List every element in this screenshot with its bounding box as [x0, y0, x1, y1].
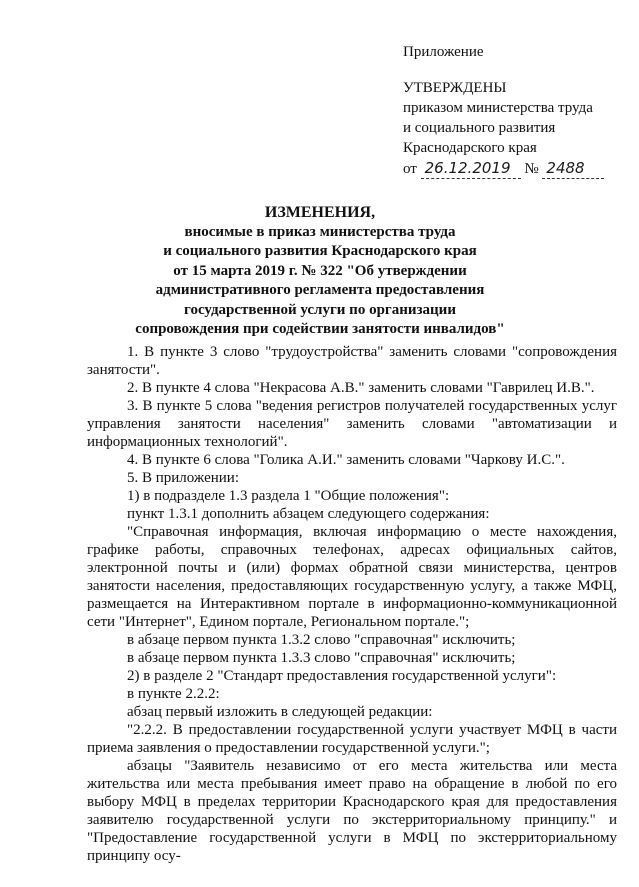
document-body [87, 343, 617, 865]
body-paragraph: "2.2.2. В предоставлении государственной услуги участвует МФЦ в части приема заявления о предоставлении государственной услуги."; [87, 722, 617, 756]
body-paragraph: абзац первый изложить в следующей редакции: [127, 704, 433, 720]
body-paragraph: 2) в разделе 2 "Стандарт предоставления государственной услуги": [127, 668, 557, 684]
order-line-1: приказом министерства труда [403, 100, 593, 116]
body-paragraph: "Справочная информация, включая информацию о месте нахождения, графике работы, справочных телефонах, адресах официальных сайтов, электронной почты и (или) формах обратной связи министерства, центров занятости населения, предоставляющих государственную услугу, а также МФЦ, размещается на Интерактивном портале в информационно-коммуникационной сети "Интернет", Едином портале, Региональном портале."; [87, 524, 617, 630]
order-line-3: Краснодарского края [403, 140, 537, 156]
body-paragraph: в абзаце первом пункта 1.3.3 слово "справочная" исключить; [127, 650, 516, 666]
title-line: и социального развития Краснодарского края [163, 243, 477, 259]
title-line: от 15 марта 2019 г. № 322 "Об утверждении [173, 262, 467, 279]
handwritten-number: 2488 [542, 158, 604, 179]
handwritten-date: 26.12.2019 [421, 158, 521, 179]
title-line: государственной услуги по организации [184, 301, 456, 318]
body-paragraph: в абзаце первом пункта 1.3.2 слово "справочная" исключить; [127, 632, 516, 648]
body-paragraph: 5. В приложении: [127, 470, 239, 486]
body-paragraph: 2. В пункте 4 слова "Некрасова А.В." заменить словами "Гаврилец И.В.". [127, 380, 595, 396]
approval-stamp-block [403, 42, 635, 179]
date-prefix: от [403, 161, 417, 177]
body-paragraph: в пункте 2.2.2: [127, 686, 220, 702]
order-date-line [403, 158, 635, 179]
attachment-label: Приложение [403, 44, 484, 60]
title-line: сопровождения при содействии занятости инвалидов" [135, 321, 505, 337]
number-prefix: № [524, 161, 539, 177]
body-paragraph: 1. В пункте 3 слово "трудоустройства" заменить словами "сопровождения занятости". [87, 344, 617, 378]
order-line-2: и социального развития [403, 120, 556, 136]
document-title-block [90, 203, 550, 340]
body-paragraph: 3. В пункте 5 слова "ведения регистров получателей государственных услуг управления занятости населения" заменить словами "автоматизации и информационных технологий". [87, 398, 617, 450]
document-heading: ИЗМЕНЕНИЯ, [264, 204, 376, 221]
body-paragraph: 4. В пункте 6 слова "Голика А.И." заменить словами "Чаркову И.С.". [127, 452, 565, 468]
approved-label: УТВЕРЖДЕНЫ [403, 80, 507, 96]
body-paragraph: 1) в подразделе 1.3 раздела 1 "Общие положения": [127, 488, 450, 504]
body-paragraph: абзацы "Заявитель независимо от его места жительства или места жительства или места пребывания имеет право на обращение в любой по его выбору МФЦ в пределах территории Краснодарского края для предоставления заявителю государственной услуги по экстерриториальному принципу." и "Предоставление государственной услуги в МФЦ по экстерриториальному принципу осу- [87, 758, 617, 864]
body-paragraph: пункт 1.3.1 дополнить абзацем следующего содержания: [127, 506, 490, 522]
title-line: вносимые в приказ министерства труда [184, 223, 456, 240]
title-line: административного регламента предоставления [155, 282, 485, 298]
